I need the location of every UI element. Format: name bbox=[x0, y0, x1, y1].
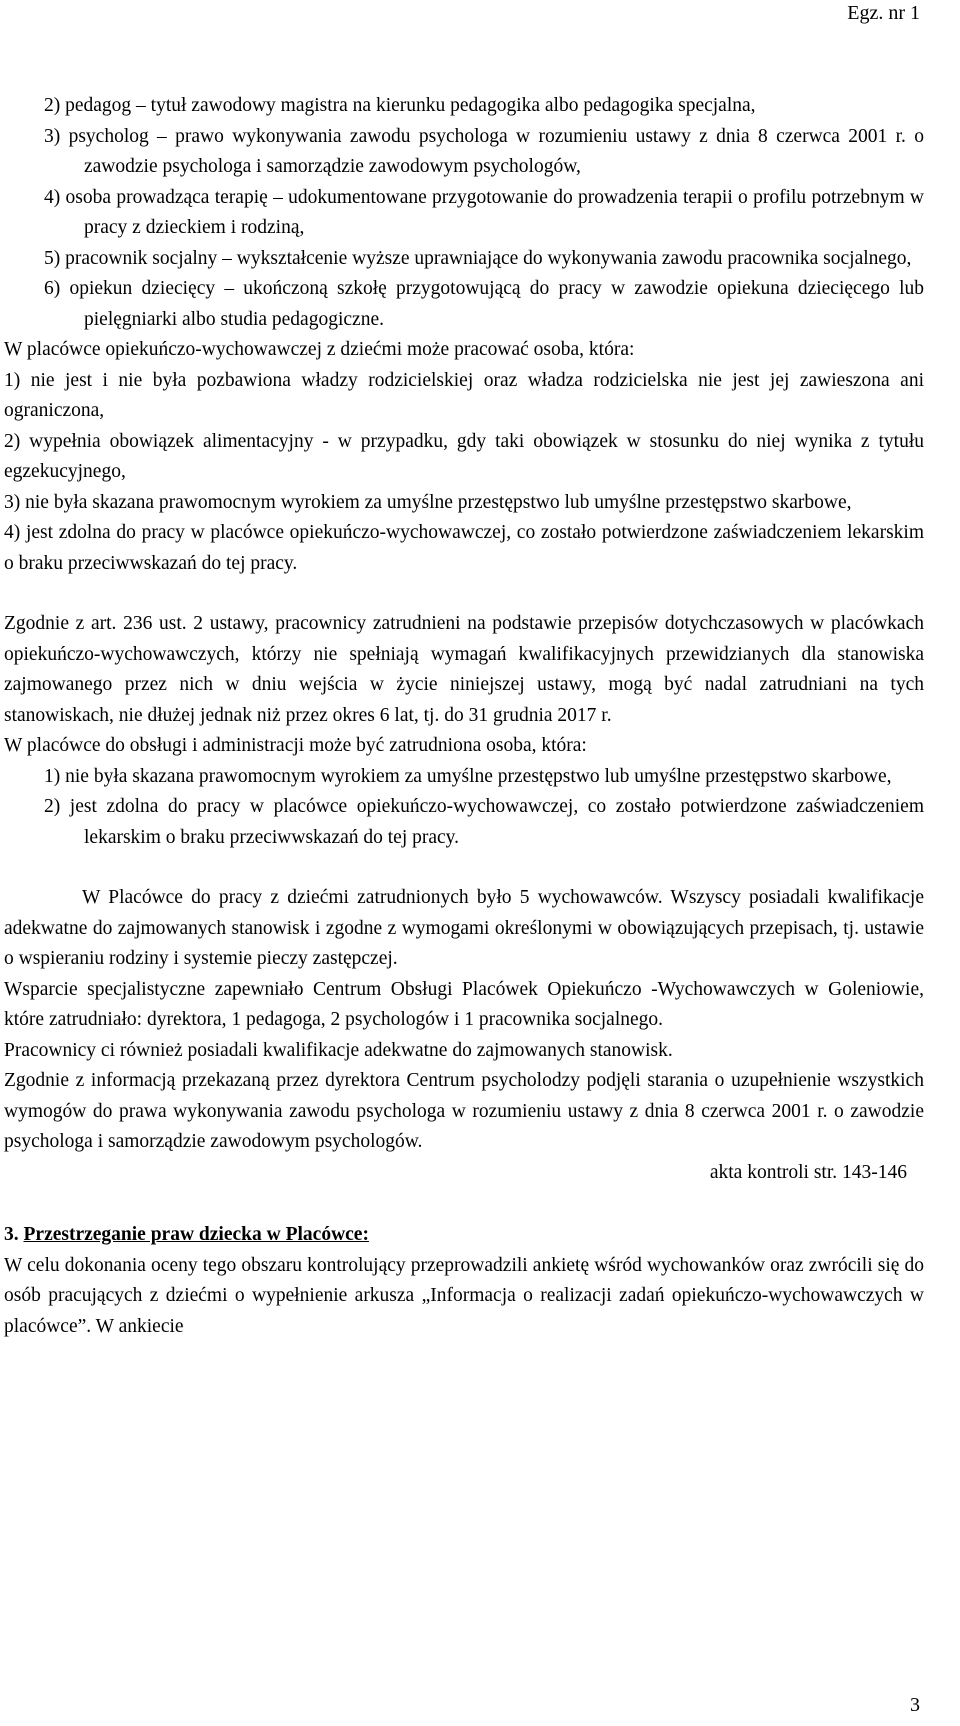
section-title: Przestrzeganie praw dziecka w Placówce: bbox=[23, 1224, 369, 1245]
page-number: 3 bbox=[910, 1694, 920, 1716]
list-item: 2) pedagog – tytuł zawodowy magistra na kierunku pedagogika albo pedagogika specjalna, bbox=[44, 95, 756, 116]
spacer bbox=[4, 1188, 924, 1220]
section-number: 3. bbox=[4, 1224, 19, 1245]
paragraph: 4) jest zdolna do pracy w placówce opiekuńczo-wychowawczej, co zostało potwierdzone zaświadczeniem lekarskim o braku przeciwwskazań do tej pracy. bbox=[4, 522, 924, 574]
list-item: 2) jest zdolna do pracy w placówce opiekuńczo-wychowawczej, co zostało potwierdzone zaświadczeniem lekarskim o braku przeciwwskazań do tej pracy. bbox=[44, 796, 924, 848]
paragraph: 2) wypełnia obowiązek alimentacyjny - w przypadku, gdy taki obowiązek w stosunku do niej wynika z tytułu egzekucyjnego, bbox=[4, 430, 924, 482]
paragraph: Zgodnie z art. 236 ust. 2 ustawy, pracownicy zatrudnieni na podstawie przepisów dotychczasowych w placówkach opiekuńczo-wychowawczych, którzy nie spełniają wymagań kwalifikacyjnych przewidzianych dla stanowiska zajmowanego przez nich w dniu wejścia w życie niniejszej ustawy, mogą być nadal zatrudniani na tych stanowiskach, nie dłużej jednak niż przez okres 6 lat, tj. do 31 grudnia 2017 r. bbox=[4, 613, 924, 726]
paragraph: 1) nie jest i nie była pozbawiona władzy rodzicielskiej oraz władza rodzicielska nie jest jej zawieszona ani ograniczona, bbox=[4, 369, 924, 421]
paragraph: Pracownicy ci również posiadali kwalifikacje adekwatne do zajmowanych stanowisk. bbox=[4, 1039, 673, 1061]
list-item: 4) osoba prowadząca terapię – udokumentowane przygotowanie do prowadzenia terapii o profilu potrzebnym w pracy z dzieckiem i rodziną, bbox=[44, 186, 924, 238]
paragraph: Wsparcie specjalistyczne zapewniało Centrum Obsługi Placówek Opiekuńczo -Wychowawczych w Goleniowie, które zatrudniało: dyrektora, 1 pedagoga, 2 psychologów i 1 pracownika socjalnego. bbox=[4, 978, 924, 1030]
paragraph: Zgodnie z informacją przekazaną przez dyrektora Centrum psycholodzy podjęli starania o uzupełnienie wszystkich wymogów do prawa wykonywania zawodu psychologa w rozumieniu ustawy z dnia 8 czerwca 2001 r. o zawodzie psychologa i samorządzie zawodowym psychologów. bbox=[4, 1070, 924, 1152]
paragraph: W Placówce do pracy z dziećmi zatrudnionych było 5 wychowawców. Wszyscy posiadali kwalifikacje adekwatne do zajmowanych stanowisk i zgodne z wymogami określonymi w obowiązujących przepisach, tj. ustawie o wspieraniu rodziny i systemie pieczy zastępczej. bbox=[4, 887, 924, 969]
reference-note: akta kontroli str. 143-146 bbox=[709, 1161, 907, 1183]
list-item: 3) psycholog – prawo wykonywania zawodu psychologa w rozumieniu ustawy z dnia 8 czerwca 2001 r. o zawodzie psychologa i samorządzie zawodowym psychologów, bbox=[44, 125, 924, 177]
copy-number-header: Egz. nr 1 bbox=[847, 2, 920, 24]
paragraph: W placówce do obsługi i administracji może być zatrudniona osoba, która: bbox=[4, 735, 587, 756]
list-item: 5) pracownik socjalny – wykształcenie wyższe uprawniające do wykonywania zawodu pracownika socjalnego, bbox=[44, 247, 912, 269]
paragraph: W placówce opiekuńczo-wychowawczej z dziećmi może pracować osoba, która: bbox=[4, 339, 635, 360]
section-heading bbox=[4, 1220, 924, 1251]
spacer bbox=[4, 579, 924, 609]
spacer bbox=[4, 853, 924, 883]
document-body bbox=[4, 91, 924, 1342]
paragraph: 3) nie była skazana prawomocnym wyrokiem za umyślne przestępstwo lub umyślne przestępstwo skarbowe, bbox=[4, 491, 852, 513]
list-item: 1) nie była skazana prawomocnym wyrokiem za umyślne przestępstwo lub umyślne przestępstwo skarbowe, bbox=[44, 765, 892, 787]
paragraph: W celu dokonania oceny tego obszaru kontrolujący przeprowadzili ankietę wśród wychowanków oraz zwrócili się do osób pracujących z dziećmi o wypełnienie arkusza „Informacja o realizacji zadań opiekuńczo-wychowawczych w placówce”. W ankiecie bbox=[4, 1254, 924, 1337]
list-item: 6) opiekun dziecięcy – ukończoną szkołę przygotowującą do pracy w zawodzie opiekuna dziecięcego lub pielęgniarki albo studia pedagogiczne. bbox=[44, 278, 924, 330]
